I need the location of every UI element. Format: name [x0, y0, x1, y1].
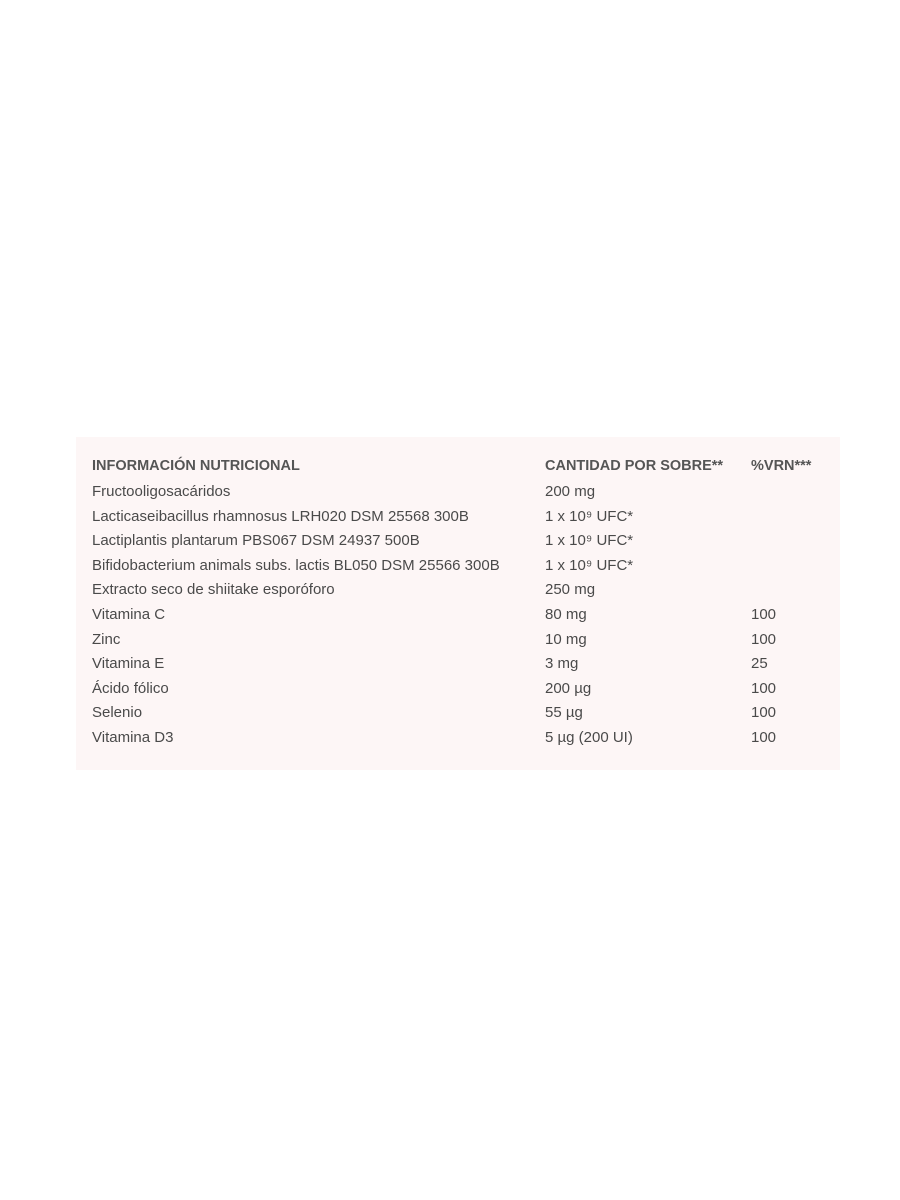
table-row: [92, 506, 832, 531]
table-row: [92, 678, 832, 703]
nutrient-amount: 10 mg: [545, 630, 587, 648]
nutrient-amount: 3 mg: [545, 655, 579, 673]
header-amount-per-sachet: CANTIDAD POR SOBRE**: [545, 458, 724, 474]
nutrient-name: Fructooligosacáridos: [92, 483, 231, 500]
nutrient-name: Ácido fólico: [92, 679, 169, 697]
nutrient-name: Vitamina D3: [92, 728, 174, 746]
nutrition-table: [92, 455, 832, 752]
nutrient-name: Lactiplantis plantarum PBS067 DSM 24937 500B: [92, 532, 420, 550]
nutrient-amount: 200 mg: [545, 483, 596, 500]
table-row: [92, 481, 832, 506]
nutrient-name: Vitamina E: [92, 655, 165, 673]
nutrient-vrn: 100: [751, 704, 777, 722]
nutrient-amount: 250 mg: [545, 581, 596, 599]
nutrient-name: Lacticaseibacillus rhamnosus LRH020 DSM 25568 300B: [92, 507, 469, 525]
table-row: [92, 530, 832, 555]
nutrient-amount: 55 µg: [545, 704, 583, 722]
table-row: [92, 604, 832, 629]
nutrient-name: Extracto seco de shiitake esporóforo: [92, 581, 335, 599]
nutrient-amount: 1 x 10⁹ UFC*: [545, 507, 634, 525]
nutrient-name: Selenio: [92, 704, 143, 722]
nutrient-name: Vitamina C: [92, 605, 166, 623]
table-row: [92, 727, 832, 752]
header-vrn-percent: %VRN***: [751, 458, 812, 474]
table-row: [92, 629, 832, 654]
nutrient-amount: 5 µg (200 UI): [545, 728, 633, 746]
nutrient-amount: 200 µg: [545, 679, 592, 697]
nutrient-amount: 1 x 10⁹ UFC*: [545, 556, 634, 574]
nutrient-vrn: 100: [751, 728, 777, 746]
nutrient-vrn: 100: [751, 679, 777, 697]
nutrient-vrn: 100: [751, 630, 777, 648]
nutrient-amount: 1 x 10⁹ UFC*: [545, 532, 634, 550]
nutrient-amount: 80 mg: [545, 605, 587, 623]
nutrient-vrn: 25: [751, 655, 768, 673]
table-header: [92, 455, 832, 481]
table-row: [92, 555, 832, 580]
header-nutritional-info: INFORMACIÓN NUTRICIONAL: [92, 458, 300, 474]
nutrient-name: Bifidobacterium animals subs. lactis BL050 DSM 25566 300B: [92, 556, 500, 574]
nutrition-info-panel: [76, 437, 840, 770]
nutrient-vrn: 100: [751, 605, 777, 623]
table-row: [92, 702, 832, 727]
nutrient-name: Zinc: [92, 630, 121, 648]
table-row: [92, 579, 832, 604]
table-row: [92, 653, 832, 678]
